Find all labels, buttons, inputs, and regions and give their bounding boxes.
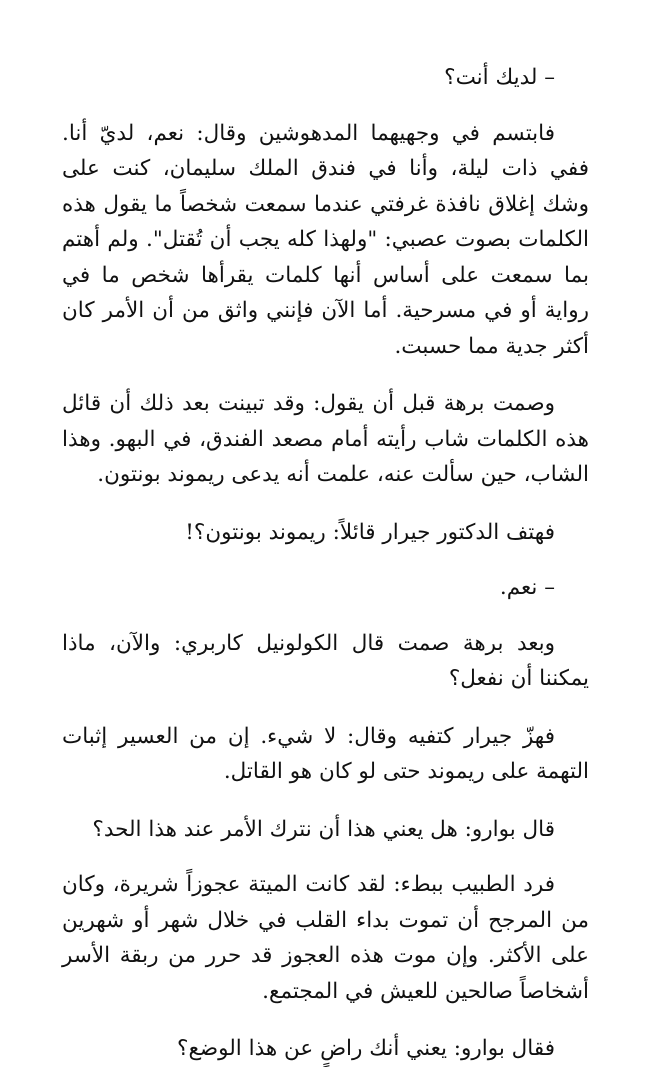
paragraph-7: فهزّ جيرار كتفيه وقال: لا شيء. إن من العسير إثبات التهمة على ريموند حتى لو كان هو القاتل.	[62, 723, 589, 784]
paragraph-9: فرد الطبيب ببطء: لقد كانت الميتة عجوزاً شريرة، وكان من المرجح أن تموت بداء القلب في خلال شهر أو شهرين على الأكثر. وإن موت هذه العجوز قد حرر من ربقة الأسر أشخاصاً صالحين للعيش في المجتمع.	[62, 872, 589, 1004]
paragraph-8: قال بوارو: هل يعني هذا أن نترك الأمر عند هذا الحد؟	[92, 816, 555, 842]
paragraph-3: وصمت برهة قبل أن يقول: وقد تبينت بعد ذلك أن قائل هذه الكلمات شاب رأيته أمام مصعد الفندق، في البهو. وهذا الشاب، حين سألت عنه، علمت أنه يدعى ريموند بونتون.	[62, 391, 589, 487]
paragraph-1: – لديك أنت؟	[444, 65, 555, 90]
paragraph-2: فابتسم في وجهيهما المدهوشين وقال: نعم، لديّ أنا. ففي ذات ليلة، وأنا في فندق الملك سليمان، كنت على وشك إغلاق نافذة غرفتي عندما سمعت شخصاً ما يقول هذه الكلمات بصوت عصبي: "ولهذا كله يجب أن تُقتل". ولم أهتم بما سمعت على أساس أنها كلمات يقرأها شخص ما في رواية أو في مسرحية. أما الآن فإنني واثق من أن الأمر كان أكثر جدية مما حسبت.	[62, 120, 589, 359]
paragraph-10: فقال بوارو: يعني أنك راضٍ عن هذا الوضع؟	[177, 1036, 555, 1061]
paragraph-6: وبعد برهة صمت قال الكولونيل كاربري: والآن، ماذا يمكننا أن نفعل؟	[62, 630, 589, 691]
paragraph-5: – نعم.	[499, 575, 555, 600]
paragraph-4: فهتف الدكتور جيرار قائلاً: ريموند بونتون؟!	[185, 519, 555, 545]
